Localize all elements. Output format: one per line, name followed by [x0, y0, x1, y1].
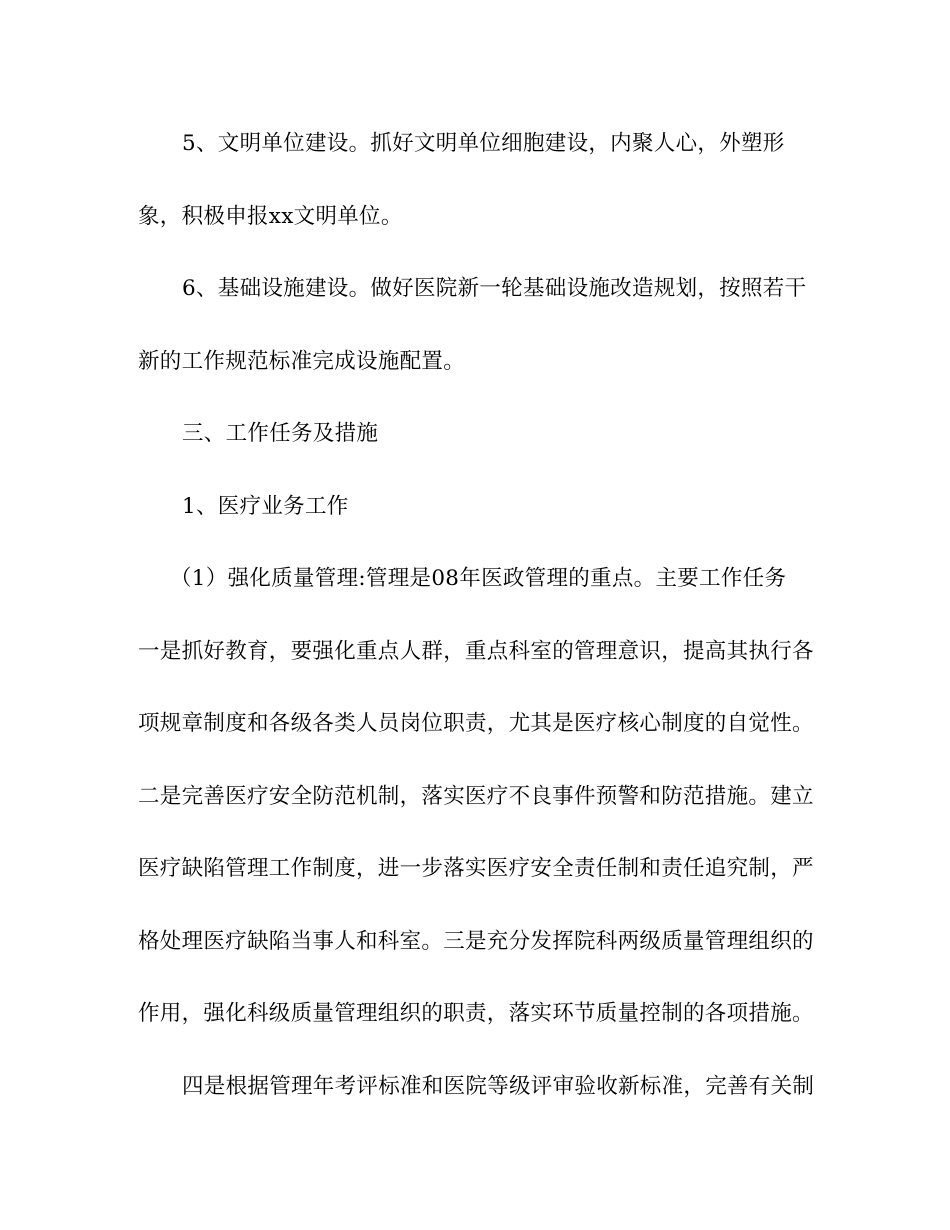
paragraph-line: （1）强化质量管理:管理是08年医政管理的重点。主要工作任务 — [170, 566, 787, 591]
subsection-heading: 1、医疗业务工作 — [182, 494, 349, 519]
section-heading: 三、工作任务及措施 — [182, 421, 379, 446]
paragraph-line: 二是完善医疗安全防范机制，落实医疗不良事件预警和防范措施。建立 — [138, 784, 814, 809]
paragraph-line: 5、文明单位建设。抓好文明单位细胞建设，内聚人心，外塑形 — [182, 131, 785, 156]
paragraph-line: 象，积极申报xx文明单位。 — [138, 204, 403, 229]
paragraph-line: 四是根据管理年考评标准和医院等级评审验收新标准，完善有关制 — [182, 1074, 815, 1099]
paragraph-line: 一是抓好教育，要强化重点人群，重点科室的管理意识，提高其执行各 — [138, 639, 814, 664]
paragraph-line: 6、基础设施建设。做好医院新一轮基础设施改造规划，按照若干 — [182, 276, 807, 301]
paragraph-line: 作用，强化科级质量管理组织的职责，落实环节质量控制的各项措施。 — [138, 1001, 814, 1026]
paragraph-line: 医疗缺陷管理工作制度，进一步落实医疗安全责任制和责任追究制，严 — [138, 856, 814, 881]
paragraph-line: 项规章制度和各级各类人员岗位职责，尤其是医疗核心制度的自觉性。 — [138, 711, 814, 736]
paragraph-line: 新的工作规范标准完成设施配置。 — [138, 349, 466, 374]
paragraph-line: 格处理医疗缺陷当事人和科室。三是充分发挥院科两级质量管理组织的 — [138, 929, 814, 954]
